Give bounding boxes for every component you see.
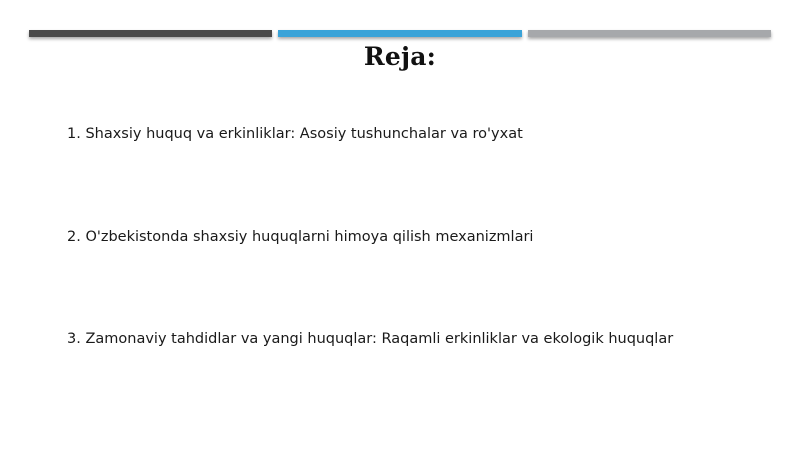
header-accent-bars <box>0 30 800 40</box>
plan-item-3: 3. Zamonaviy tahdidlar va yangi huquqlar: Raqamli erkinliklar va ekologik huquqlar <box>67 331 674 347</box>
plan-item-1: 1. Shaxsiy huquq va erkinliklar: Asosiy tushunchalar va ro'yxat <box>67 126 523 142</box>
slide-title: Reja: <box>363 42 437 71</box>
accent-bar-blue <box>278 30 522 37</box>
accent-bar-dark <box>29 30 272 37</box>
accent-bar-gray <box>528 30 771 37</box>
plan-item-2: 2. O'zbekistonda shaxsiy huquqlarni himoya qilish mexanizmlari <box>67 229 534 245</box>
